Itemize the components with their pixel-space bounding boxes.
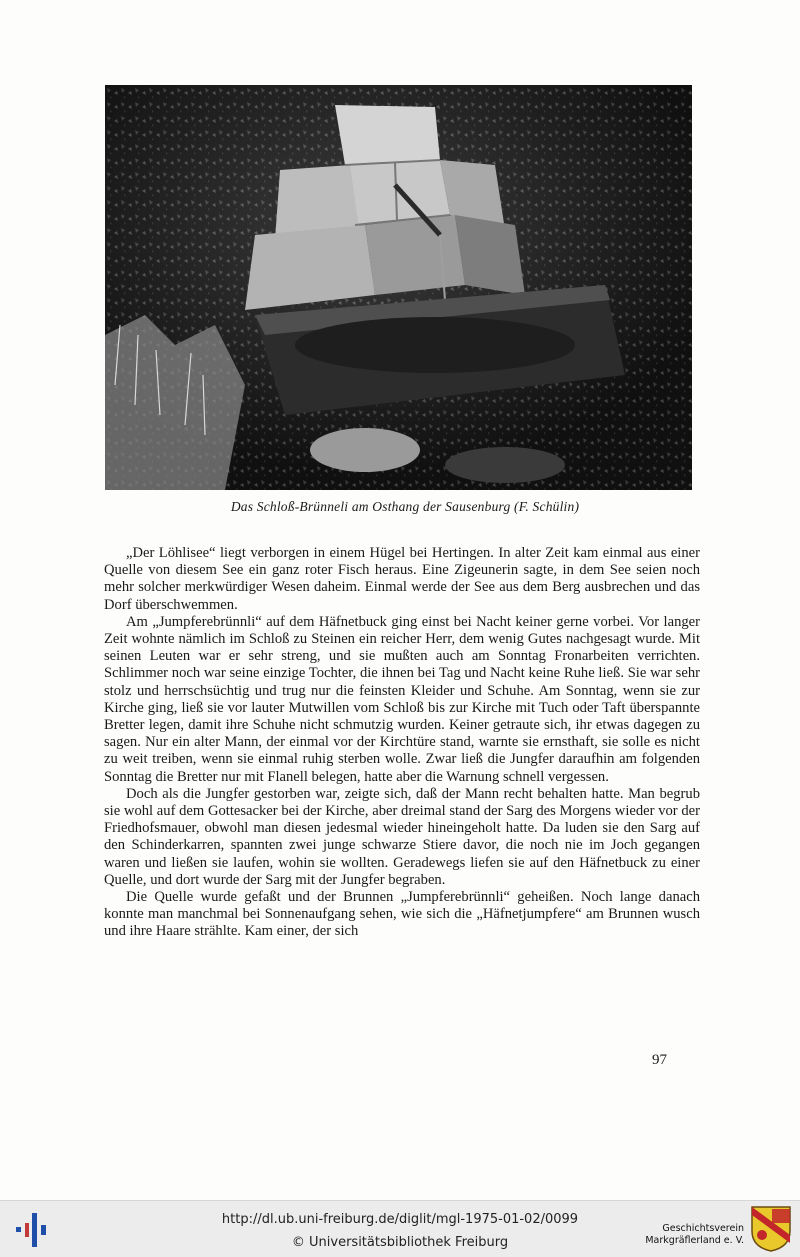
viewer-footer — [0, 1200, 800, 1257]
photograph-icon — [105, 85, 692, 490]
society-crest-icon[interactable] — [750, 1205, 792, 1253]
paragraph-quelle: Die Quelle wurde gefaßt und der Brunnen „Jumpferebrünnli“ geheißen. Noch lange danach konnte man manchmal bei Sonnenaufgang sehen, wie sich die „Häfnetjumpfere“ am Brunnen wusch und ihre Haare strählte. Kam einer, der sich — [104, 889, 700, 940]
photograph-fountain — [105, 85, 692, 490]
paragraph-loehlisee: „Der Löhlisee“ liegt verborgen in einem Hügel bei Hertingen. In alter Zeit kam einmal aus einer Quelle von diesem See ein ganz roter Fisch heraus. Eine Zigeunerin sagte, in dem See seien noch mehr solcher merkwürdiger Wesen daheim. Einmal werde der See aus dem Berg ausbrechen und das Dorf überschwemmen. — [104, 545, 700, 613]
society-name-line2: Markgräflerland e. V. — [645, 1235, 744, 1246]
copyright-notice: © Universitätsbibliothek Freiburg — [291, 1235, 509, 1250]
paragraph-jungfer-death: Doch als die Jungfer gestorben war, zeigte sich, daß der Mann recht behalten hatte. Man begrub sie wohl auf dem Gottesacker bei der Kirche, aber dreimal stand der Sarg des Morgens wieder vor der Friedhofsmauer, obwohl man diesen jedesmal wieder hineingeholt hatte. Da luden sie den Sarg auf den Schinderkarren, spannten zwei junge schwarze Stiere davor, die noch nie im Joch gegangen waren und ließen sie laufen, wohin sie wollten. Geradewegs liefen sie auf den Häfnetbuck zu einer Quelle, und dort wurde der Sarg mit der Jungfer begraben. — [104, 785, 700, 888]
paragraph-jumpferebruennli: Am „Jumpferebrünnli“ auf dem Häfnetbuck ging einst bei Nacht keiner gerne vorbei. Vor langer Zeit wohnte nämlich im Schloß zu Steinen ein reicher Herr, dem wenig Gutes nachgesagt wurde. Mit seinen Leuten war er sehr streng, und sie mußten auch am Sonntag Fronarbeiten verrichten. Schlimmer noch war seine einzige Tochter, die ihnen bei Tag und Nacht keine Ruhe ließ. Sie war sehr stolz und herrschsüchtig und trug nur die feinsten Kleider und Schuhe. Am Sonntag, wenn sie zur Kirche ging, ließ sie vor lauter Mutwillen vom Schloß bis zur Kirche mit Tuch oder Taft überspannte Bretter legen, damit ihre Schuhe nicht schmutzig wurden. Keiner getraute sich, ihr etwas dagegen zu sagen. Nur ein alter Mann, der einmal vor der Kirchtüre stand, warnte sie ernsthaft, sie solle es nicht zu weit treiben, wenn sie einmal ruhig sterben wolle. Zwar ließ die Jungfer daraufhin am folgenden Sonntag die Bretter nur mit Flanell belegen, hatte aber die Warnung schnell vergessen. — [104, 613, 700, 785]
document-url-link[interactable]: http://dl.ub.uni-freiburg.de/diglit/mgl-1975-01-02/0099 — [221, 1212, 579, 1227]
page-number: 97 — [652, 1052, 667, 1068]
article-body — [104, 545, 700, 941]
society-name — [604, 1223, 744, 1247]
society-name-line1: Geschichtsverein — [662, 1223, 744, 1234]
photo-caption: Das Schloß-Brünneli am Osthang der Sausenburg (F. Schülin) — [230, 499, 580, 514]
